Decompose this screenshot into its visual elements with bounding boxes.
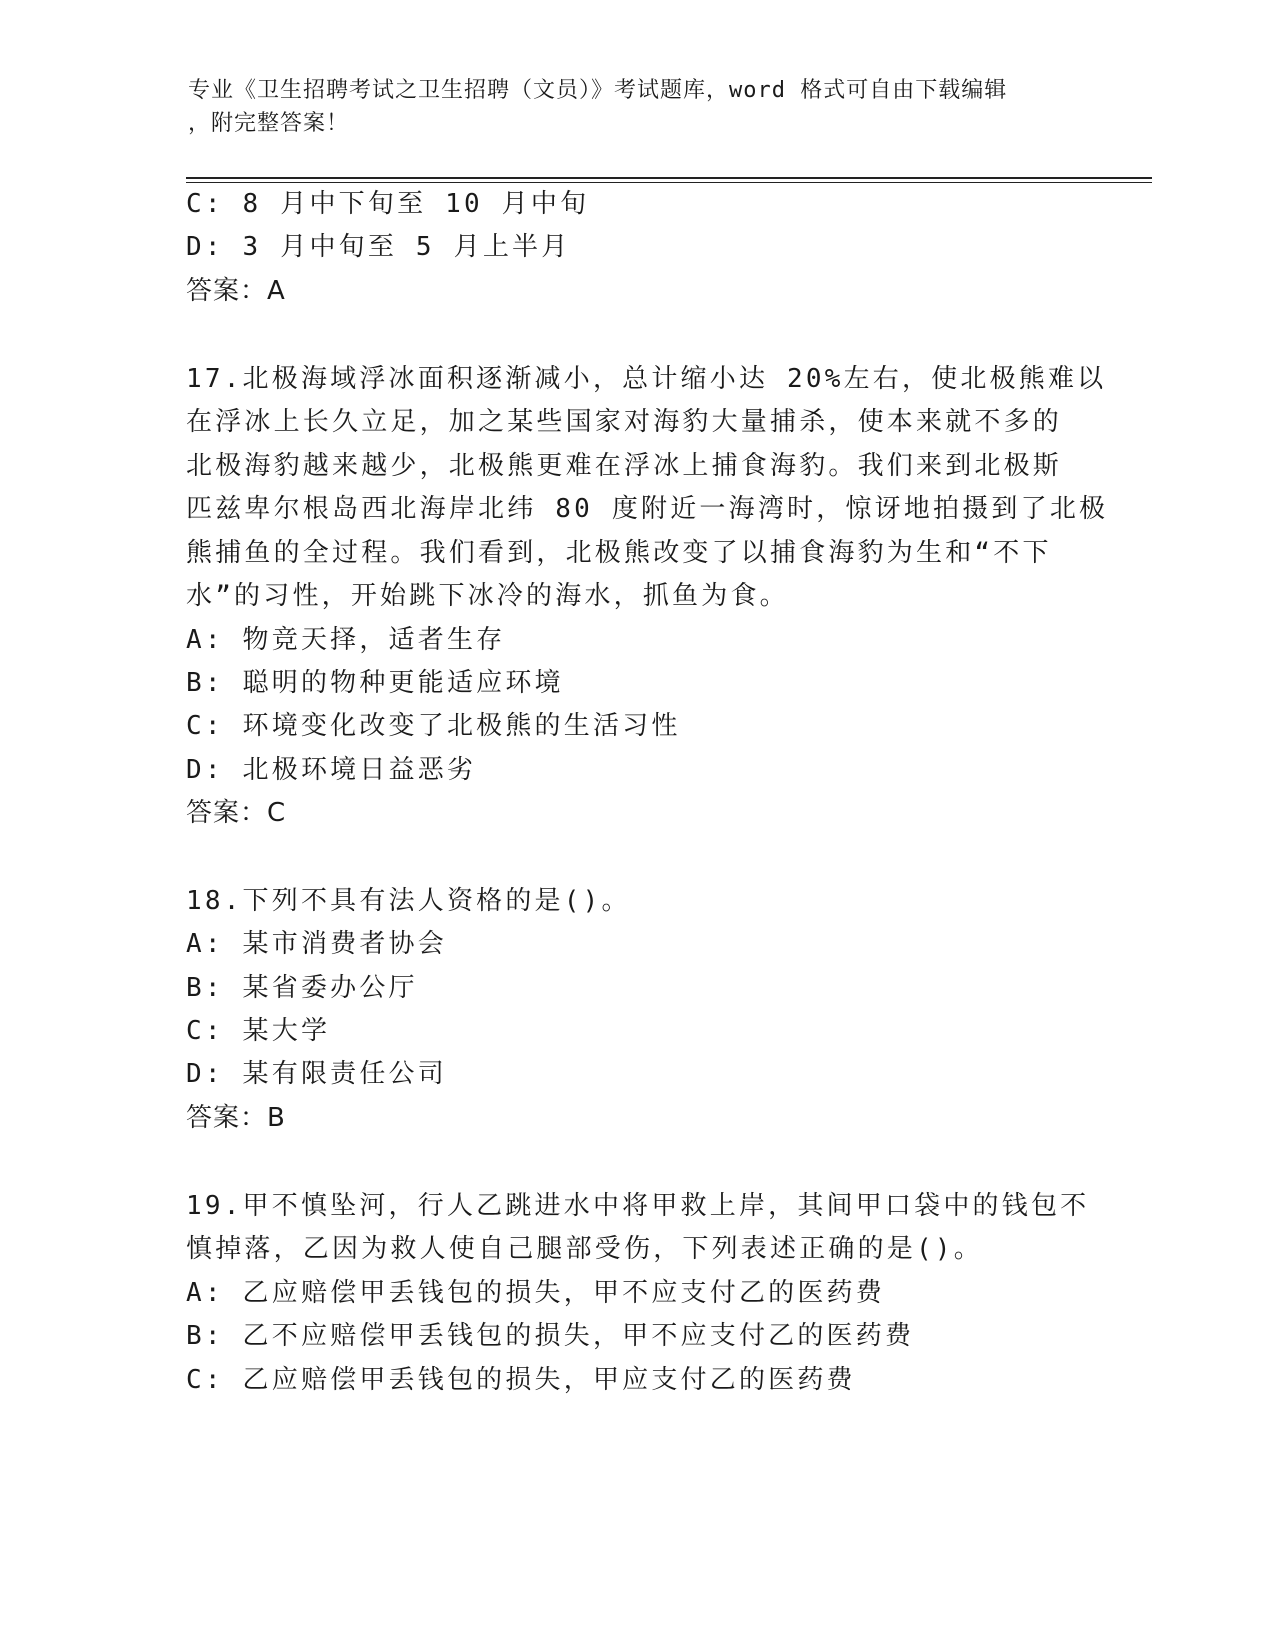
q18-option-a: A: 某市消费者协会 bbox=[186, 929, 447, 959]
q19-option-c: C: 乙应赔偿甲丢钱包的损失，甲应支付乙的医药费 bbox=[186, 1365, 856, 1395]
q19-stem-line: 19.甲不慎坠河，行人乙跳进水中将甲救上岸，其间甲口袋中的钱包不 bbox=[186, 1191, 1090, 1221]
q17-stem-line: 匹兹卑尔根岛西北海岸北纬 80 度附近一海湾时，惊讶地拍摄到了北极 bbox=[186, 494, 1109, 524]
q17-stem-line: 水”的习性，开始跳下冰冷的海水，抓鱼为食。 bbox=[186, 581, 789, 611]
header-divider bbox=[186, 177, 1152, 183]
q17-answer: 答案：C bbox=[186, 798, 287, 828]
header-line-2: ，附完整答案！ bbox=[188, 111, 350, 136]
document-header bbox=[188, 74, 1088, 140]
q19-option-a: A: 乙应赔偿甲丢钱包的损失，甲不应支付乙的医药费 bbox=[186, 1278, 885, 1308]
q18-option-c: C: 某大学 bbox=[186, 1016, 331, 1046]
q18-stem: 18.下列不具有法人资格的是()。 bbox=[186, 886, 631, 916]
header-line-1: 专业《卫生招聘考试之卫生招聘（文员）》考试题库，word 格式可自由下载编辑 bbox=[188, 78, 1008, 103]
q18-option-b: B: 某省委办公厅 bbox=[186, 973, 418, 1003]
q16-option-c: C: 8 月中下旬至 10 月中旬 bbox=[186, 189, 590, 219]
q16-option-d: D: 3 月中旬至 5 月上半月 bbox=[186, 232, 571, 262]
q19-stem-line: 慎掉落，乙因为救人使自己腿部受伤，下列表述正确的是()。 bbox=[186, 1234, 983, 1264]
q18-answer: 答案：B bbox=[186, 1103, 286, 1133]
q17-stem-line: 17.北极海域浮冰面积逐渐减小，总计缩小达 20%左右，使北极熊难以 bbox=[186, 364, 1107, 394]
q17-stem-line: 在浮冰上长久立足，加之某些国家对海豹大量捕杀，使本来就不多的 bbox=[186, 407, 1063, 437]
q17-stem-line: 熊捕鱼的全过程。我们看到，北极熊改变了以捕食海豹为生和“不下 bbox=[186, 538, 1052, 568]
q17-option-d: D: 北极环境日益恶劣 bbox=[186, 755, 477, 785]
q16-answer: 答案：A bbox=[186, 276, 286, 306]
q18-option-d: D: 某有限责任公司 bbox=[186, 1059, 447, 1089]
q17-option-a: A: 物竞天择，适者生存 bbox=[186, 625, 506, 655]
q17-option-c: C: 环境变化改变了北极熊的生活习性 bbox=[186, 711, 681, 741]
q17-stem-line: 北极海豹越来越少，北极熊更难在浮冰上捕食海豹。我们来到北极斯 bbox=[186, 451, 1063, 481]
q19-option-b: B: 乙不应赔偿甲丢钱包的损失，甲不应支付乙的医药费 bbox=[186, 1321, 915, 1351]
q17-option-b: B: 聪明的物种更能适应环境 bbox=[186, 668, 564, 698]
